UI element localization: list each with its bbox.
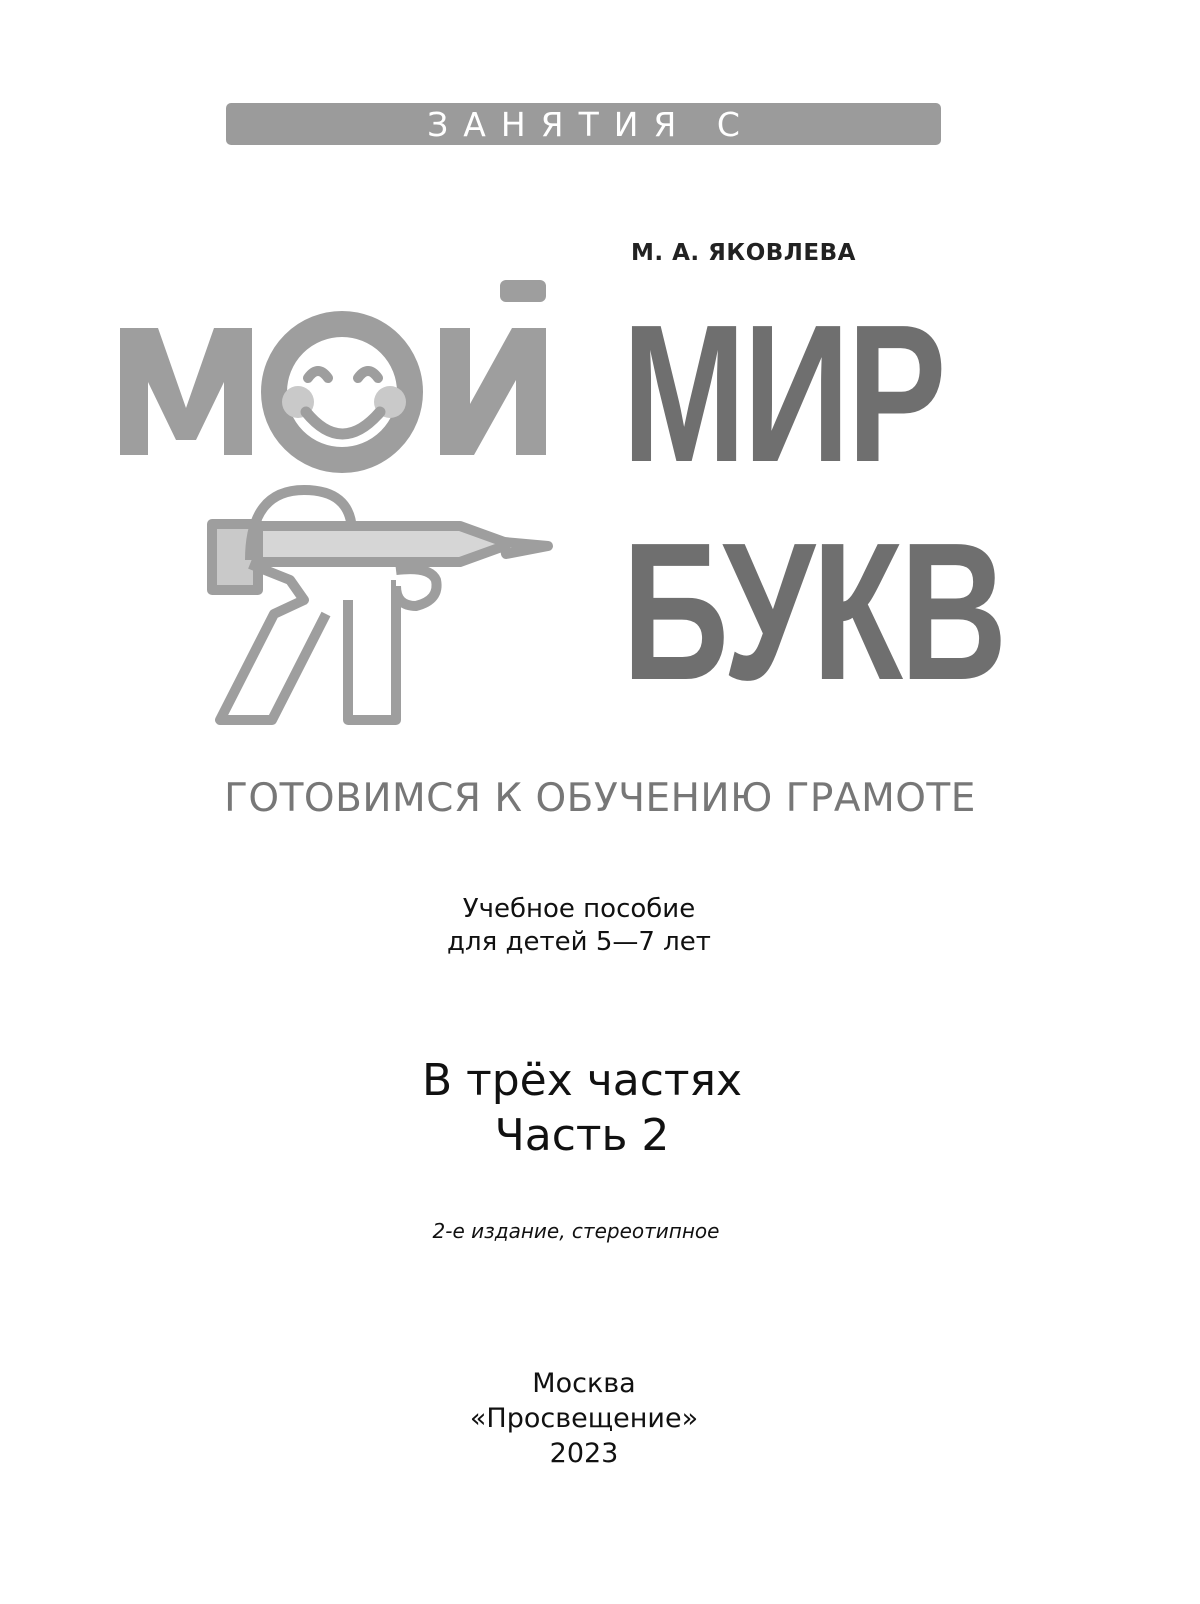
imprint-publisher: «Просвещение» <box>469 1403 699 1434</box>
title-line-2: БУКВ <box>622 502 1005 721</box>
author-name: М. А. ЯКОВЛЕВА <box>631 240 856 266</box>
logo-letter-short-i <box>440 280 546 455</box>
imprint-block <box>0 1366 1168 1471</box>
series-label: ЗАНЯТИЯ С ЛОГОПЕДОМ <box>412 105 770 188</box>
title-line-1: МИР <box>622 284 944 503</box>
parts-block <box>0 1053 1164 1163</box>
parts-line-2: Часть 2 <box>494 1110 670 1161</box>
subtitle: ГОТОВИМСЯ К ОБУЧЕНИЮ ГРАМОТЕ <box>224 776 976 821</box>
smiley-face-icon <box>274 324 410 460</box>
imprint-year: 2023 <box>549 1438 619 1469</box>
imprint-city: Москва <box>532 1368 636 1399</box>
pencil-character-icon <box>212 490 548 720</box>
audience-line-1: Учебное пособие <box>462 894 696 924</box>
logo-illustration <box>100 280 620 740</box>
audience-line-2: для детей 5—7 лет <box>447 927 711 957</box>
audience-block <box>0 893 1158 959</box>
logo-letter-m <box>120 328 252 455</box>
parts-line-1: В трёх частях <box>421 1055 743 1106</box>
series-banner <box>226 103 941 188</box>
edition-note: 2-е издание, стереотипное <box>432 1219 720 1243</box>
